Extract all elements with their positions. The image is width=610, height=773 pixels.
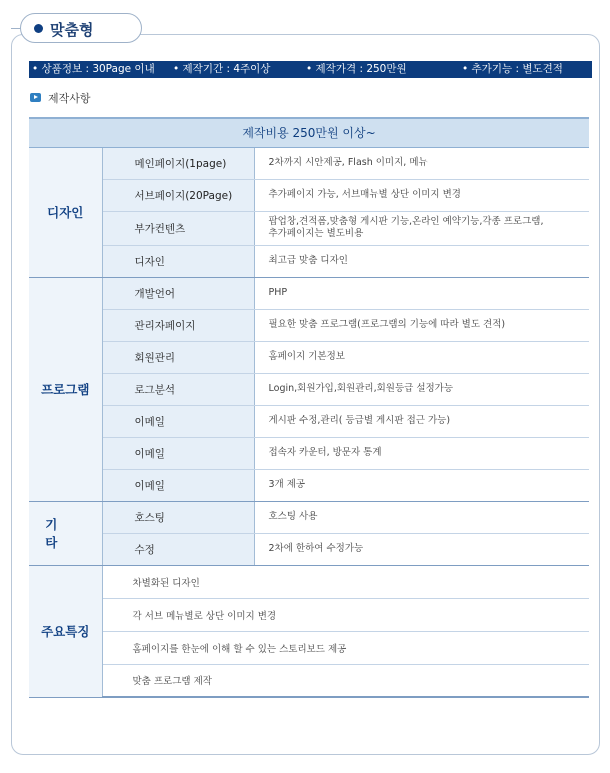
category-design: 디자인 xyxy=(29,147,102,277)
item-label: 수정 xyxy=(102,533,254,565)
category-features: 주요특징 xyxy=(29,565,102,697)
info-price: • 제작가격 : 250만원 xyxy=(306,63,407,75)
table-row xyxy=(29,501,589,533)
item-desc: 접속자 카운터, 방문자 통계 xyxy=(254,437,589,469)
spec-table xyxy=(29,117,589,698)
item-desc: 2차에 한하여 수정가능 xyxy=(254,533,589,565)
section-label: 제작사항 xyxy=(48,92,91,105)
table-header: 제작비용 250만원 이상~ xyxy=(29,118,589,147)
bullet-icon xyxy=(34,24,43,33)
item-desc: 최고급 맞춤 디자인 xyxy=(254,245,589,277)
table-row xyxy=(29,245,589,277)
table-row xyxy=(29,373,589,405)
item-label: 이메일 xyxy=(102,437,254,469)
item-desc: 호스팅 사용 xyxy=(254,501,589,533)
page-title: 맞춤형 xyxy=(50,21,94,39)
item-desc xyxy=(254,211,589,245)
item-desc: 필요한 맞춤 프로그램(프로그램의 기능에 따라 별도 견적) xyxy=(254,309,589,341)
item-label: 로그분석 xyxy=(102,373,254,405)
table-row xyxy=(29,469,589,501)
item-label: 관리자페이지 xyxy=(102,309,254,341)
item-label: 개발언어 xyxy=(102,277,254,309)
table-row xyxy=(29,598,589,631)
table-row xyxy=(29,147,589,179)
item-label: 호스팅 xyxy=(102,501,254,533)
item-label: 부가컨텐츠 xyxy=(102,211,254,245)
table-row xyxy=(29,211,589,245)
table-row xyxy=(29,631,589,664)
table-row xyxy=(29,405,589,437)
item-desc: 추가페이지 가능, 서브매뉴별 상단 이미지 변경 xyxy=(254,179,589,211)
category-etc xyxy=(29,501,102,565)
item-label: 이메일 xyxy=(102,405,254,437)
title-tab xyxy=(20,13,142,43)
table-row xyxy=(29,179,589,211)
info-period: • 제작기간 : 4주이상 xyxy=(173,63,271,75)
play-icon xyxy=(30,93,41,102)
item-desc: Login,회원가입,회원관리,회원등급 설정가능 xyxy=(254,373,589,405)
item-label: 디자인 xyxy=(102,245,254,277)
category-etc-label: 기 타 xyxy=(45,517,86,550)
info-extra: • 추가기능 : 별도견적 xyxy=(462,63,563,75)
feature-item: 차별화된 디자인 xyxy=(102,565,589,598)
item-label: 서브페이지(20Page) xyxy=(102,179,254,211)
table-row xyxy=(29,533,589,565)
table-row xyxy=(29,277,589,309)
feature-item: 홈페이지를 한눈에 이해 할 수 있는 스토리보드 제공 xyxy=(102,631,589,664)
item-desc: PHP xyxy=(254,277,589,309)
item-desc-line1: 팝업창,견적폼,맞춤형 게시판 기능,온라인 예약기능,각종 프로그램, xyxy=(268,216,544,227)
feature-item: 맞춤 프로그램 제작 xyxy=(102,664,589,697)
item-desc: 게시판 수정,관리( 등급별 게시판 접근 가능) xyxy=(254,405,589,437)
category-program: 프로그램 xyxy=(29,277,102,501)
item-desc: 홈페이지 기본정보 xyxy=(254,341,589,373)
table-row xyxy=(29,341,589,373)
table-header-row xyxy=(29,118,589,147)
feature-item: 각 서브 메뉴별로 상단 이미지 변경 xyxy=(102,598,589,631)
item-label: 이메일 xyxy=(102,469,254,501)
item-desc: 3개 제공 xyxy=(254,469,589,501)
info-bar xyxy=(29,61,592,78)
table-row xyxy=(29,565,589,598)
table-row xyxy=(29,437,589,469)
table-row xyxy=(29,309,589,341)
item-label: 메인페이지(1page) xyxy=(102,147,254,179)
item-label: 회원관리 xyxy=(102,341,254,373)
item-desc: 2차까지 시안제공, Flash 이미지, 메뉴 xyxy=(254,147,589,179)
table-row xyxy=(29,664,589,697)
item-desc-line2: 추가페이지는 별도비용 xyxy=(268,228,364,239)
info-product: • 상품정보 : 30Page 이내 xyxy=(32,63,155,75)
